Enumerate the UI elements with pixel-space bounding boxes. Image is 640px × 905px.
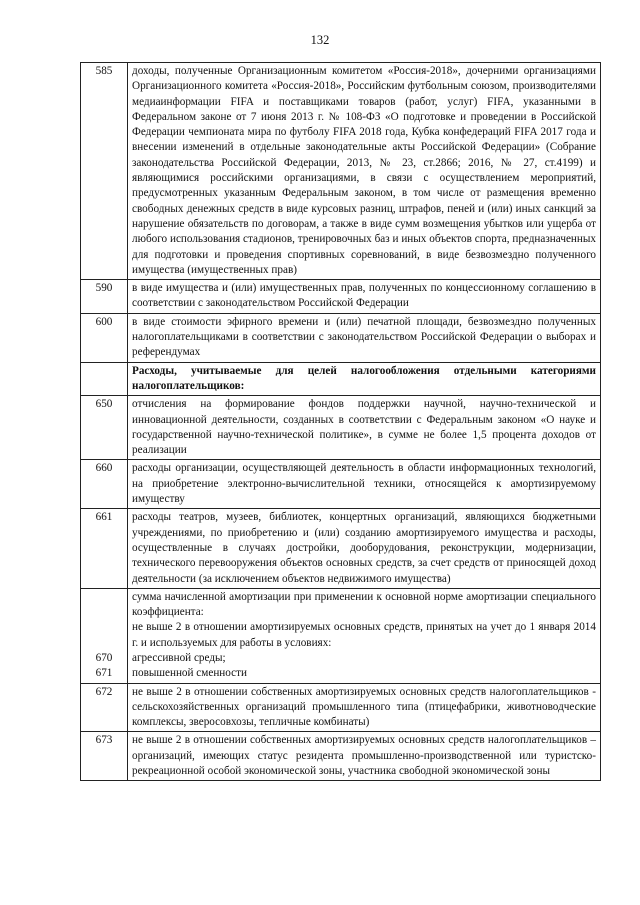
- table-row: [81, 362, 601, 396]
- table-row: [81, 509, 601, 588]
- row-description: доходы, полученные Организационным комитетом «Россия-2018», дочерними организациями Организационного комитета «Россия-2018», Российским футбольным союзом, производителями медиаинформации FIFA и поставщиками товаров (работ, услуг) FIFA, указанными в Федеральном законе от 7 июня 2013 г. № 108-ФЗ «О подготовке и проведении в Российской Федерации чемпионата мира по футболу FIFA 2018 года, Кубка конфедераций FIFA 2017 года и внесении изменений в отдельные законодательные акты Российской Федерации» (Собрание законодательства Российской Федерации, 2013, № 23, ст.2866; 2016, № 27, ст.4199) и являющимися российскими организациями, в связи с осуществлением мероприятий, предусмотренных указанным Федеральным законом, в том числе от размещения временно свободных денежных средств в виде курсовых разниц, штрафов, пеней и (или) иных санкций за нарушение обязательств по договорам, а также в виде сумм возмещения убытков или ущерба от любого использования стадионов, тренировочных баз и иных объектов спорта, предназначенных для подготовки и проведения спортивных соревнований, в виде безвозмездно полученного имущества (имущественных прав): [128, 63, 601, 280]
- description-line: сумма начисленной амортизации при применении к основной норме амортизации специального коэффициента:: [132, 590, 596, 619]
- table-row: [81, 683, 601, 732]
- page-number: 132: [310, 33, 330, 47]
- table-row: [81, 460, 601, 509]
- row-code: 585: [81, 63, 128, 280]
- code-line: [83, 620, 125, 635]
- description-line: агрессивной среды;: [132, 651, 226, 664]
- table-row: [81, 280, 601, 314]
- row-code: 590: [81, 280, 128, 314]
- row-code: 673: [81, 732, 128, 781]
- row-code: [81, 362, 128, 396]
- row-description: не выше 2 в отношении собственных амортизируемых основных средств налогоплательщиков – организаций, имеющих статус резидента промышленно-производственной или туристско-рекреационной особой экономической зоны, участника свободной экономической зоны: [128, 732, 601, 781]
- code-line: [83, 636, 125, 651]
- description-line: не выше 2 в отношении амортизируемых основных средств, принятых на учет до 1 января 2014 г. и используемых для работы в условиях:: [132, 621, 596, 649]
- row-code: 660: [81, 460, 128, 509]
- row-description: расходы театров, музеев, библиотек, концертных организаций, являющихся бюджетными учреждениями, по приобретению и (или) созданию амортизируемого имущества и расходы, осуществленные в случаях достройки, дооборудования, реконструкции, модернизации, технического перевооружения объектов основных средств, за счет средств от приносящей доход деятельности (за исключением объектов недвижимого имущества): [128, 509, 601, 588]
- row-code: 672: [81, 683, 128, 732]
- code-line: [83, 605, 125, 620]
- row-code: 650: [81, 396, 128, 460]
- code-table: [80, 62, 601, 781]
- table-row: [81, 63, 601, 280]
- table-row: [81, 313, 601, 362]
- row-description-group: [128, 588, 601, 683]
- table-row: [81, 396, 601, 460]
- section-heading: Расходы, учитываемые для целей налогообложения отдельными категориями налогоплательщиков:: [128, 362, 601, 396]
- row-description: отчисления на формирование фондов поддержки научной, научно-технической и инновационной деятельности, созданных в соответствии с Федеральным законом «О науке и государственной научно-технической политике», в сумме не более 1,5 процента доходов от реализации: [128, 396, 601, 460]
- row-description: расходы организации, осуществляющей деятельность в области информационных технологий, на приобретение электронно-вычислительной техники, относящейся к амортизируемому имуществу: [128, 460, 601, 509]
- code-line: 671: [95, 667, 113, 680]
- row-code: 600: [81, 313, 128, 362]
- code-line: [83, 590, 125, 605]
- row-description: не выше 2 в отношении собственных амортизируемых основных средств налогоплательщиков - сельскохозяйственных организаций промышленного типа (птицефабрики, животноводческие комплексы, зверосовхозы, тепличные комбинаты): [128, 683, 601, 732]
- row-description: в виде имущества и (или) имущественных прав, полученных по концессионному соглашению в соответствии с законодательством Российской Федерации: [128, 280, 601, 314]
- code-line: 670: [95, 651, 113, 664]
- row-code-group: [81, 588, 128, 683]
- description-line: повышенной сменности: [132, 667, 248, 680]
- row-description: в виде стоимости эфирного времени и (или) печатной площади, безвозмездно полученных налогоплательщиками в соответствии с законодательством Российской Федерации о выборах и референдумах: [128, 313, 601, 362]
- table-row: [81, 732, 601, 781]
- table-row: [81, 588, 601, 683]
- row-code: 661: [81, 509, 128, 588]
